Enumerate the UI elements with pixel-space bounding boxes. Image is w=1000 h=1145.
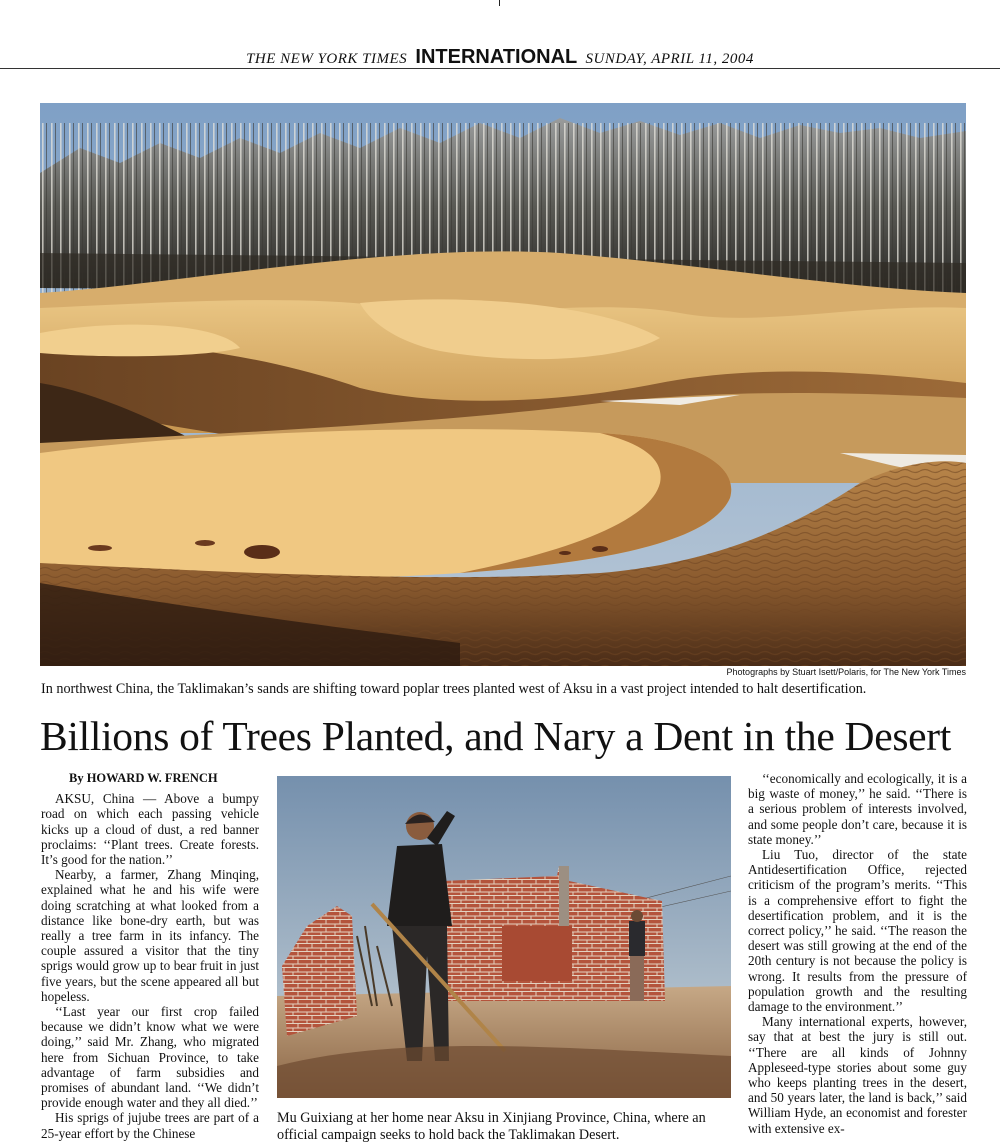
paragraph: Many international experts, however, say that at best the jury is still out. ‘‘There are all kinds of Johnny Appleseed-type stories about some guy who keeps planting trees in the desert, and 50 years later, the land is back,’’ said William Hyde, an economist and forester with extensive ex- <box>748 1014 967 1136</box>
paragraph: AKSU, China — Above a bumpy road on which each passing vehicle kicks up a cloud of dust, a red banner proclaims: ‘‘Plant trees. Create forests. It’s good for the nation.’’ <box>41 791 259 868</box>
main-photo-dunes <box>40 103 966 666</box>
paragraph: Nearby, a farmer, Zhang Minqing, explained what he and his wife were doing scratching at what looked from a distance like bone-dry earth, but was really a tree farm in its infancy. The couple assured a visitor that the tiny sprigs would grow up to bear fruit in just five years, but the scene appeared all but hopeless. <box>41 867 259 1004</box>
article-headline: Billions of Trees Planted, and Nary a Dent in the Desert <box>40 713 952 759</box>
section-name: INTERNATIONAL <box>415 46 578 68</box>
page-fold-mark <box>499 0 500 6</box>
issue-date: SUNDAY, APRIL 11, 2004 <box>585 51 754 67</box>
article-column-3 <box>748 771 967 1136</box>
paper-name: THE NEW YORK TIMES <box>246 51 408 67</box>
photo-credit: Photographs by Stuart Isett/Polaris, for The New York Times <box>726 667 966 677</box>
page-folio <box>0 46 1000 69</box>
inset-photo-caption: Mu Guixiang at her home near Aksu in Xinjiang Province, China, where an official campaign seeks to hold back the Taklimakan Desert. <box>277 1110 706 1143</box>
paragraph: His sprigs of jujube trees are part of a 25-year effort by the Chinese <box>41 1110 259 1141</box>
article-column-1 <box>41 771 259 1141</box>
paragraph: ‘‘Last year our first crop failed because we didn’t know what we were doing,’’ said Mr. Zhang, who migrated here from Sichuan Province, to take advantage of farm subsidies and promises of abundant land. ‘‘We didn’t provide enough water and they all died.’’ <box>41 1004 259 1111</box>
inset-photo-woman <box>277 776 731 1098</box>
main-photo-caption: In northwest China, the Taklimakan’s sands are shifting toward poplar trees planted west of Aksu in a vast project intended to halt desertification. <box>41 681 867 697</box>
paragraph: ‘‘economically and ecologically, it is a big waste of money,’’ he said. ‘‘There is a serious problem of interests involved, and some people don’t care, because it is state money.’’ <box>748 771 967 847</box>
paragraph: Liu Tuo, director of the state Antidesertification Office, rejected criticism of the program’s merits. ‘‘This is a comprehensive effort to fight the desertification problem, and it is the correct policy,’’ he said. ‘‘The reason the desert was still growing at the end of the 20th century is not because the policy is wrong. It results from the pressure of population growth and the resulting damage to the environment.’’ <box>748 847 967 1015</box>
folio-rule <box>0 68 1000 69</box>
byline: By HOWARD W. FRENCH <box>69 771 218 785</box>
